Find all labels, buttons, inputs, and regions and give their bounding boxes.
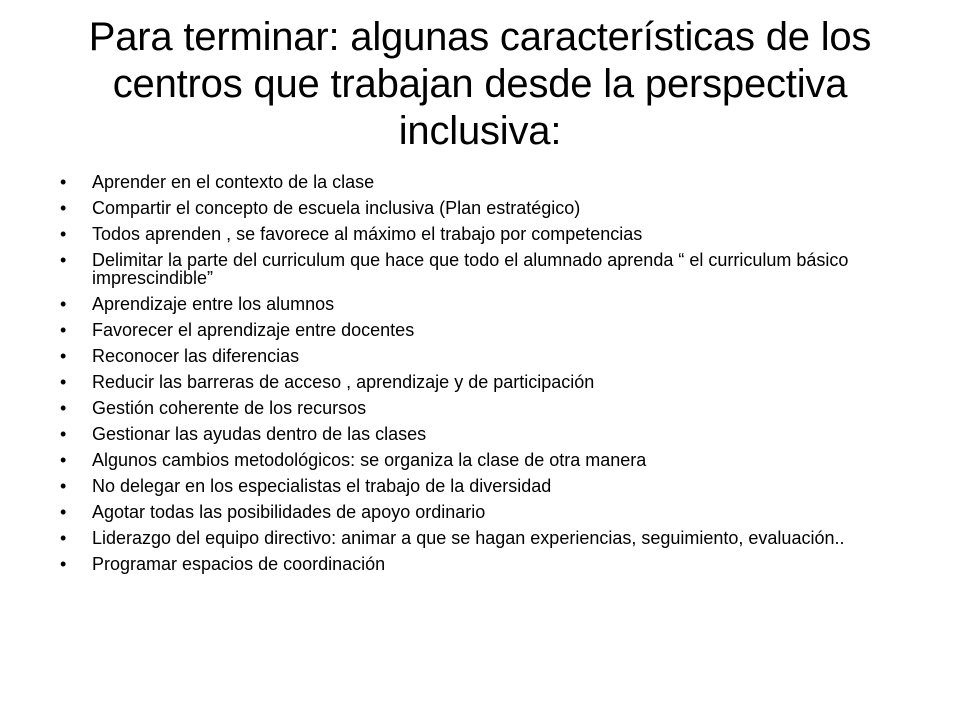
bullet-marker: • <box>60 450 67 470</box>
bullet-text: Reducir las barreras de acceso , aprendizaje y de participación <box>92 372 595 392</box>
bullet-marker: • <box>60 320 67 340</box>
bullet-text: Gestionar las ayudas dentro de las clases <box>92 424 427 444</box>
bullet-item <box>60 347 900 365</box>
bullet-item <box>60 477 900 495</box>
bullet-marker: • <box>60 294 67 314</box>
bullet-marker: • <box>60 372 67 392</box>
bullet-text: Liderazgo del equipo directivo: animar a que se hagan experiencias, seguimiento, evaluación.. <box>92 528 845 548</box>
bullet-text: Programar espacios de coordinación <box>92 554 386 574</box>
bullet-text: Compartir el concepto de escuela inclusiva (Plan estratégico) <box>92 198 581 218</box>
bullet-list <box>60 173 900 581</box>
bullet-marker: • <box>60 554 67 574</box>
bullet-text: Algunos cambios metodológicos: se organiza la clase de otra manera <box>92 450 647 470</box>
bullet-text: Delimitar la parte del curriculum que hace que todo el alumnado aprenda “ el curriculum básico imprescindible” <box>92 250 849 288</box>
bullet-item <box>60 173 900 191</box>
bullet-marker: • <box>60 476 67 496</box>
bullet-item <box>60 321 900 339</box>
bullet-marker: • <box>60 398 67 418</box>
bullet-item <box>60 251 900 287</box>
bullet-text: No delegar en los especialistas el trabajo de la diversidad <box>92 476 552 496</box>
bullet-marker: • <box>60 502 67 522</box>
bullet-item <box>60 399 900 417</box>
bullet-item <box>60 373 900 391</box>
slide-title: Para terminar: algunas características de los centros que trabajan desde la perspectiva inclusiva: <box>88 15 872 153</box>
bullet-item <box>60 529 900 547</box>
bullet-item <box>60 425 900 443</box>
bullet-marker: • <box>60 346 67 366</box>
bullet-item <box>60 295 900 313</box>
bullet-text: Aprender en el contexto de la clase <box>92 172 375 192</box>
bullet-text: Aprendizaje entre los alumnos <box>92 294 335 314</box>
bullet-text: Agotar todas las posibilidades de apoyo ordinario <box>92 502 486 522</box>
bullet-marker: • <box>60 424 67 444</box>
bullet-item <box>60 503 900 521</box>
bullet-marker: • <box>60 172 67 192</box>
bullet-marker: • <box>60 198 67 218</box>
bullet-item <box>60 555 900 573</box>
bullet-marker: • <box>60 250 67 270</box>
bullet-item <box>60 451 900 469</box>
bullet-text: Gestión coherente de los recursos <box>92 398 367 418</box>
bullet-marker: • <box>60 224 67 244</box>
bullet-item <box>60 225 900 243</box>
bullet-text: Todos aprenden , se favorece al máximo el trabajo por competencias <box>92 224 643 244</box>
bullet-text: Favorecer el aprendizaje entre docentes <box>92 320 415 340</box>
bullet-item <box>60 199 900 217</box>
bullet-text: Reconocer las diferencias <box>92 346 300 366</box>
bullet-marker: • <box>60 528 67 548</box>
